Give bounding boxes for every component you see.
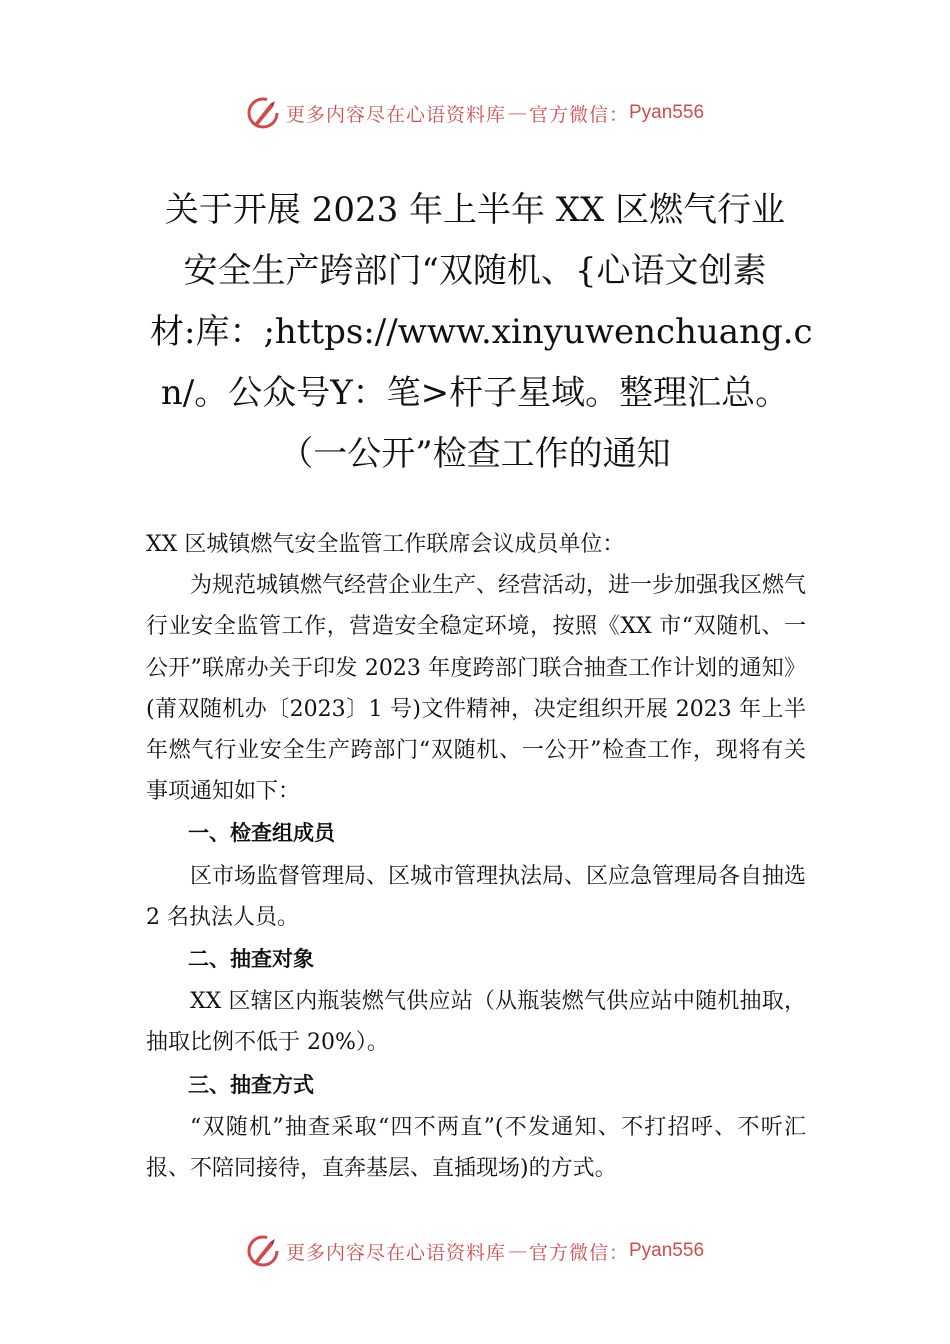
section-heading: 三、抽查方式 xyxy=(188,1072,314,1097)
title-line: 材:库：;https://www.xinyuwenchuang.c xyxy=(150,312,813,352)
section-paragraph: 区市场监督管理局、区城市管理执法局、区应急管理局各自抽选 2 名执法人员。 xyxy=(146,863,807,930)
title-line: 安全生产跨部门“双随机、{心语文创素 xyxy=(183,251,767,291)
salutation: XX 区城镇燃气安全监管工作联席会议成员单位： xyxy=(146,532,625,557)
watermark-text: 更多内容尽在心语资料库 xyxy=(285,103,506,126)
watermark-contact: 官方微信： xyxy=(528,1241,629,1264)
watermark-account: Pyan556 xyxy=(629,102,705,123)
section-paragraph: XX 区辖区内瓶装燃气供应站（从瓶装燃气供应站中随机抽取，抽取比例不低于 20%）。 xyxy=(146,989,806,1056)
watermark-account: Pyan556 xyxy=(629,1240,705,1261)
quill-pen-icon xyxy=(246,96,280,130)
section-heading: 一、检查组成员 xyxy=(188,821,335,846)
intro-paragraph: 为规范城镇燃气经营企业生产、经营活动，进一步加强我区燃气行业安全监管工作，营造安全稳定环境，按照《XX 市“双随机、一公开”联席办关于印发 2023 年度跨部门联合抽查工作计划的通知》(莆双随机办〔2023〕1 号)文件精神，决定组织开展 2023 年上半年燃气行业安全生产跨部门“双随机、一公开”检查工作，现将有关事项通知如下： xyxy=(146,573,807,805)
watermark-dash: — xyxy=(507,102,527,124)
watermark-contact: 官方微信： xyxy=(528,103,629,126)
section-heading: 二、抽查对象 xyxy=(188,947,314,972)
quill-pen-icon xyxy=(246,1234,280,1268)
document-title xyxy=(150,180,813,485)
watermark-text: 更多内容尽在心语资料库 xyxy=(285,1241,506,1264)
watermark-banner-bottom xyxy=(0,1234,950,1268)
title-line: （一公开”检查工作的通知 xyxy=(279,434,671,474)
section-paragraph: “双随机”抽查采取“四不两直”(不发通知、不打招呼、不听汇报、不陪同接待，直奔基层、直插现场)的方式。 xyxy=(146,1114,806,1182)
watermark-banner-top xyxy=(0,96,950,130)
title-line: n/。公众号Y：笔>杆子星域。整理汇总。 xyxy=(160,373,790,413)
watermark-dash: — xyxy=(507,1240,527,1262)
document-body xyxy=(146,524,806,1189)
title-line: 关于开展 2023 年上半年 XX 区燃气行业 xyxy=(164,190,786,230)
